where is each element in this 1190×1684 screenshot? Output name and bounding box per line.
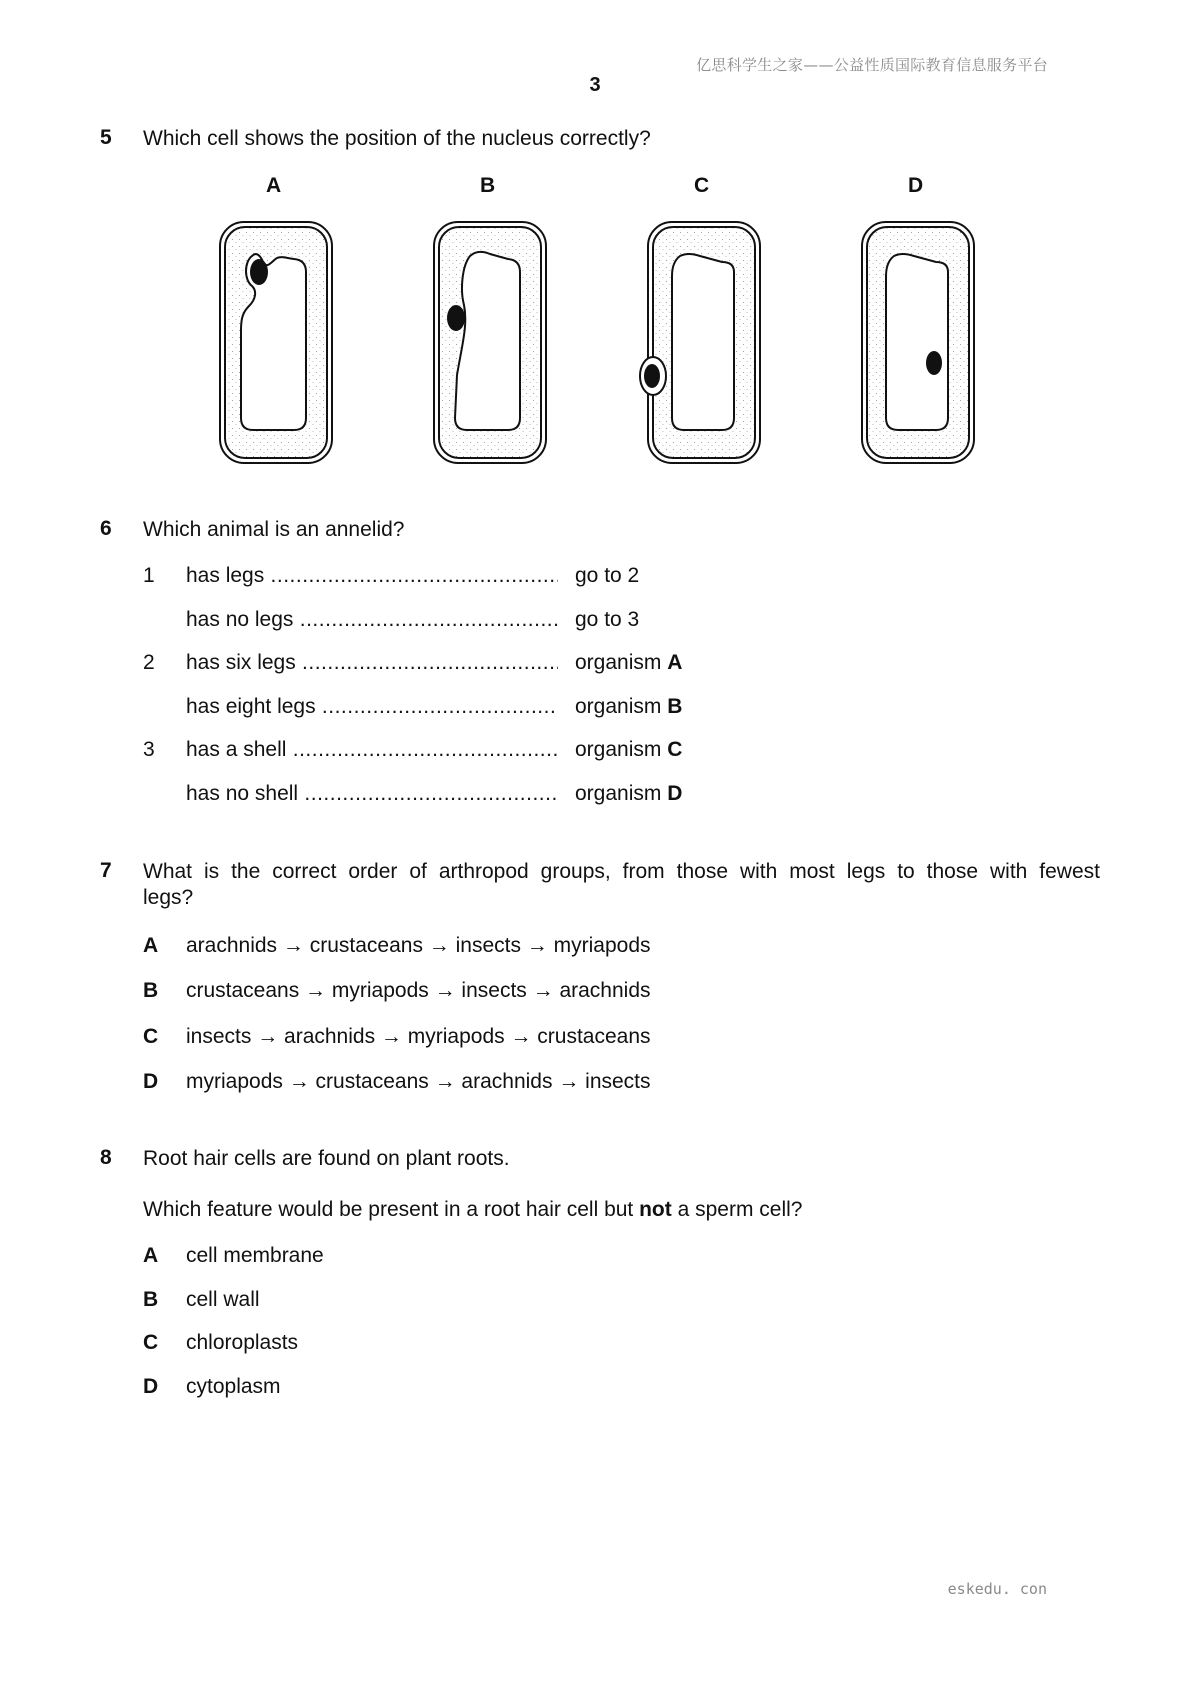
option-text: cytoplasm <box>186 1375 281 1398</box>
option-text: cell membrane <box>186 1244 324 1267</box>
key-description: has eight legs ..... <box>186 695 558 719</box>
key-step-number: 2 <box>143 651 155 674</box>
plant-cells-diagram <box>0 0 1190 480</box>
key-description: has no legs ..... <box>186 608 558 632</box>
question-7 <box>100 859 1100 1099</box>
cell-b <box>434 222 546 463</box>
option-text: insects → arachnids → myriapods → crustaceans <box>186 1025 651 1048</box>
cell-a <box>220 222 332 463</box>
cell-label-a: A <box>266 174 282 197</box>
key-description: has six legs ..... <box>186 651 558 675</box>
option-letter: A <box>143 1244 159 1267</box>
key-step-number: 1 <box>143 564 155 587</box>
question-text: What is the correct order of arthropod groups, from those with most legs to those with fewest legs? <box>143 860 1100 909</box>
option-letter: D <box>143 1070 159 1093</box>
question-text: Which animal is an annelid? <box>143 518 405 541</box>
question-number: 5 <box>100 126 112 149</box>
question-8 <box>100 1146 1090 1406</box>
key-result: organism C <box>575 738 683 761</box>
cell-label-c: C <box>694 174 710 197</box>
option-text: arachnids → crustaceans → insects → myriapods <box>186 934 651 957</box>
key-result: organism B <box>575 695 683 718</box>
nucleus-b <box>447 305 465 331</box>
footer-site-text: eskedu. con <box>947 1580 1047 1598</box>
key-description: has legs ..... <box>186 564 558 588</box>
cell-c <box>640 222 760 463</box>
question-number: 8 <box>100 1146 112 1169</box>
option-text: cell wall <box>186 1288 260 1311</box>
option-letter: B <box>143 1288 159 1311</box>
nucleus-a <box>250 259 268 285</box>
option-letter: D <box>143 1375 159 1398</box>
question-number: 7 <box>100 859 112 882</box>
option-text: crustaceans → myriapods → insects → arachnids <box>186 979 651 1002</box>
key-result: organism A <box>575 651 683 674</box>
nucleus-c <box>644 364 660 388</box>
option-letter: C <box>143 1025 159 1048</box>
key-step-number: 3 <box>143 738 155 761</box>
question-text: Which feature would be present in a root hair cell but not a sperm cell? <box>143 1198 803 1221</box>
option-text: myriapods → crustaceans → arachnids → insects <box>186 1070 651 1093</box>
key-result: organism D <box>575 782 683 805</box>
question-number: 6 <box>100 517 112 540</box>
nucleus-d <box>926 351 942 375</box>
question-text: Which cell shows the position of the nucleus correctly? <box>143 127 651 150</box>
key-result: go to 3 <box>575 608 640 631</box>
cell-label-d: D <box>908 174 924 197</box>
page-number: 3 <box>589 74 601 96</box>
question-6 <box>100 517 1090 817</box>
question-statement: Root hair cells are found on plant roots. <box>143 1147 510 1170</box>
option-letter: B <box>143 979 159 1002</box>
key-description: has a shell ..... <box>186 738 558 762</box>
option-letter: A <box>143 934 159 957</box>
cell-d <box>862 222 974 463</box>
watermark-text: 亿思科学生之家——公益性质国际教育信息服务平台 <box>696 56 1048 74</box>
key-result: go to 2 <box>575 564 640 587</box>
option-letter: C <box>143 1331 159 1354</box>
key-description: has no shell ..... <box>186 782 558 806</box>
cell-label-b: B <box>480 174 496 197</box>
option-text: chloroplasts <box>186 1331 299 1354</box>
